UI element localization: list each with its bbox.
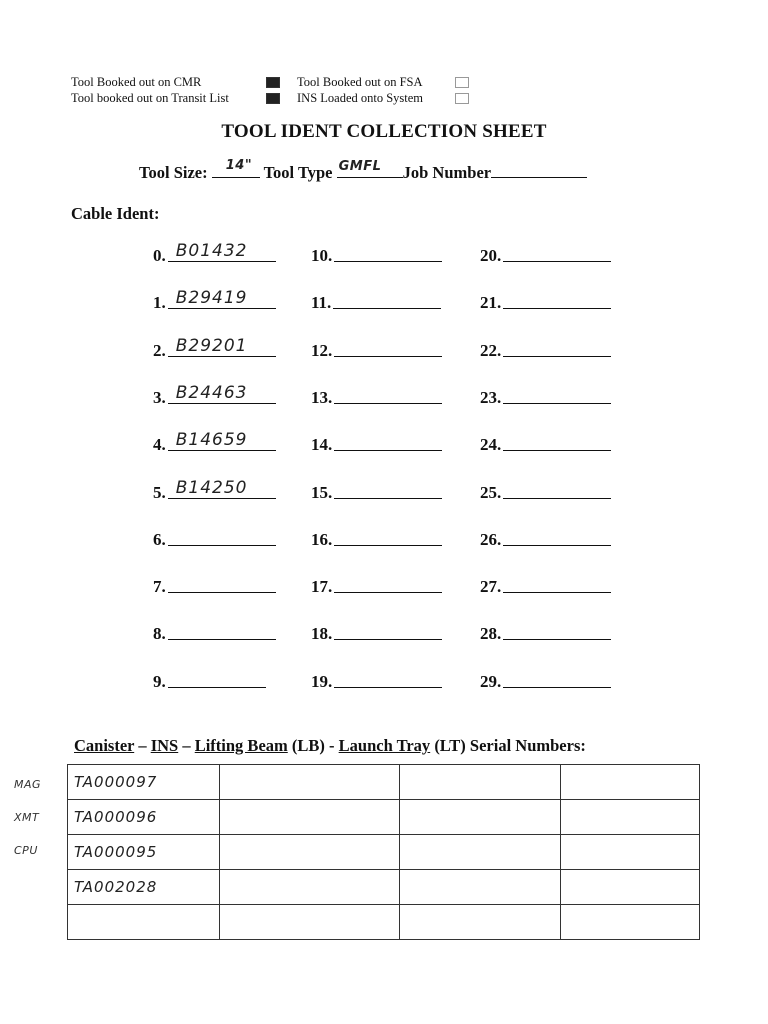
cable-ident-row [311,672,442,692]
cable-ident-row [311,577,442,597]
serial-cell[interactable] [399,835,561,870]
cable-ident-value: B01432 [175,241,248,261]
cable-ident-number: 10. [311,246,333,265]
cable-ident-number: 1. [153,293,166,313]
job-number-label: Job Number [402,163,492,182]
cable-ident-number: 29. [480,671,502,691]
serial-table [67,764,700,940]
cable-ident-field[interactable] [168,335,276,357]
serial-value: TA000097 [74,772,158,791]
serial-cell[interactable] [399,905,561,940]
cable-ident-field[interactable] [334,624,442,640]
cable-ident-number: 24. [480,435,502,455]
cable-ident-field[interactable] [168,477,276,499]
cable-ident-field[interactable] [168,382,276,404]
cable-ident-label: Cable Ident: [71,204,160,223]
cable-ident-value: B14659 [175,430,248,451]
tool-info-line [139,158,587,183]
serial-cell[interactable] [399,765,561,800]
cable-ident-field[interactable] [503,672,611,688]
serial-value: TA002028 [74,877,158,896]
tool-size-value: 14" [225,158,253,173]
cable-ident-number: 9. [153,671,166,691]
cable-ident-row [480,246,611,266]
cable-ident-number: 18. [311,624,333,644]
cable-ident-number: 13. [311,387,333,407]
cable-ident-row [480,388,611,408]
cable-ident-row [480,624,611,644]
cable-ident-number: 21. [480,293,502,313]
serial-cell[interactable] [68,835,220,870]
cable-ident-row [311,435,442,455]
cable-ident-field[interactable] [334,388,442,404]
serial-heading-rest: (LT) Serial Numbers: [430,736,586,755]
serial-cell[interactable] [219,765,399,800]
cable-ident-field[interactable] [503,624,611,640]
serial-cell[interactable] [68,905,220,940]
cable-ident-field[interactable] [503,577,611,593]
cable-ident-field[interactable] [168,577,276,593]
cable-ident-field[interactable] [503,483,611,499]
serial-cell[interactable] [561,870,700,905]
serial-row [68,870,700,905]
tool-type-field[interactable] [337,161,403,178]
cable-ident-number: 7. [153,577,166,597]
cable-ident-field[interactable] [334,435,442,451]
serial-cell[interactable] [68,800,220,835]
cable-ident-field[interactable] [168,288,276,309]
cable-ident-number: 12. [311,340,333,360]
cable-ident-number: 25. [480,482,502,502]
checkbox-fsa[interactable] [455,77,469,88]
cable-ident-field[interactable] [503,435,611,451]
serial-value: TA000095 [74,842,158,861]
cable-ident-row [153,477,276,503]
cable-ident-field[interactable] [168,430,276,451]
tool-type-label: Tool Type [263,163,333,182]
cable-ident-row [153,430,276,455]
cable-ident-field[interactable] [168,624,276,640]
cable-ident-row [311,293,441,313]
serial-row [68,765,700,800]
cable-ident-number: 2. [153,340,166,360]
cable-ident-field[interactable] [334,341,442,357]
cable-ident-field[interactable] [333,293,441,309]
cable-ident-number: 22. [480,340,502,360]
cable-ident-field[interactable] [503,293,611,309]
cable-ident-field[interactable] [503,388,611,404]
checkbox-cmr[interactable] [266,77,280,88]
cable-ident-field[interactable] [503,246,611,262]
cable-ident-field[interactable] [503,530,611,546]
cable-ident-field[interactable] [168,241,276,262]
cable-ident-row [311,483,442,503]
cable-ident-number: 17. [311,577,333,597]
serial-heading-canister: Canister [74,736,135,755]
serial-heading-dash1: – [134,736,151,755]
serial-row [68,835,700,870]
cable-ident-field[interactable] [334,577,442,593]
serial-side-note: MAG [14,778,42,791]
cable-ident-number: 4. [153,435,166,455]
cable-ident-field[interactable] [334,246,442,262]
cable-ident-field[interactable] [334,530,442,546]
cable-ident-number: 8. [153,624,166,644]
cable-ident-row [153,624,276,644]
serial-cell[interactable] [219,835,399,870]
cable-ident-row [480,293,611,313]
checkbox-ins[interactable] [455,93,469,104]
cable-ident-value: B29201 [175,335,248,356]
cable-ident-field[interactable] [168,530,276,546]
cable-ident-row [153,288,276,313]
serial-heading [74,736,586,756]
cable-ident-value: B24463 [175,382,248,403]
tool-size-label: Tool Size: [139,163,208,182]
cable-ident-number: 16. [311,529,333,549]
cable-ident-field[interactable] [334,672,442,688]
cable-ident-value: B14250 [175,477,248,498]
serial-value: TA000096 [74,807,158,826]
serial-row [68,905,700,940]
serial-cell[interactable] [561,905,700,940]
checklist-label-cmr: Tool Booked out on CMR [71,75,202,89]
cable-ident-number: 5. [153,482,166,502]
cable-ident-number: 15. [311,482,333,502]
cable-ident-field[interactable] [503,341,611,357]
cable-ident-number: 28. [480,624,502,644]
serial-cell[interactable] [219,800,399,835]
serial-side-note: XMT [14,811,40,824]
checklist-label-transit: Tool booked out on Transit List [71,91,229,105]
serial-heading-launch-tray: Launch Tray [338,736,431,755]
cable-ident-row [153,241,276,266]
serial-cell[interactable] [68,870,220,905]
serial-cell[interactable] [219,870,399,905]
cable-ident-row [480,577,611,597]
serial-cell[interactable] [561,800,700,835]
cable-ident-number: 19. [311,671,333,691]
cable-ident-number: 14. [311,435,333,455]
cable-ident-row [153,335,276,361]
cable-ident-number: 0. [153,246,166,265]
checklist-label-fsa: Tool Booked out on FSA [297,75,423,89]
cable-ident-row [311,246,442,266]
serial-heading-lifting-beam: Lifting Beam [194,736,288,755]
serial-side-note: CPU [14,844,38,857]
serial-heading-dash2: – [178,736,195,755]
serial-row [68,800,700,835]
serial-heading-lb: (LB) - [287,736,339,755]
cable-ident-row [153,382,276,408]
cable-ident-row [311,388,442,408]
cable-ident-number: 11. [311,293,332,313]
job-number-field[interactable] [491,161,587,178]
serial-cell[interactable] [561,835,700,870]
cable-ident-row [480,530,611,550]
cable-ident-number: 23. [480,387,502,407]
serial-cell[interactable] [219,905,399,940]
cable-ident-row [153,672,266,692]
cable-ident-row [480,483,611,503]
cable-ident-row [153,577,276,597]
cable-ident-field[interactable] [168,672,266,688]
serial-cell[interactable] [68,765,220,800]
serial-cell[interactable] [561,765,700,800]
cable-ident-row [480,341,611,361]
serial-heading-ins: INS [150,736,179,755]
cable-ident-number: 6. [153,529,166,549]
cable-ident-row [480,435,611,455]
cable-ident-row [153,530,276,550]
checkbox-transit[interactable] [266,93,280,104]
cable-ident-row [311,341,442,361]
cable-ident-value: B29419 [175,288,248,309]
cable-ident-row [311,624,442,644]
checklist-label-ins: INS Loaded onto System [297,91,424,105]
cable-ident-field[interactable] [334,483,442,499]
cable-ident-number: 27. [480,577,502,597]
cable-ident-number: 3. [153,387,166,407]
serial-cell[interactable] [399,870,561,905]
cable-ident-number: 20. [480,246,502,265]
cable-ident-row [480,672,611,692]
tool-type-value: GMFL [338,159,382,174]
serial-cell[interactable] [399,800,561,835]
cable-ident-number: 26. [480,529,502,549]
cable-ident-row [311,530,442,550]
page-title: TOOL IDENT COLLECTION SHEET [221,121,547,142]
tool-size-field[interactable] [212,158,260,178]
